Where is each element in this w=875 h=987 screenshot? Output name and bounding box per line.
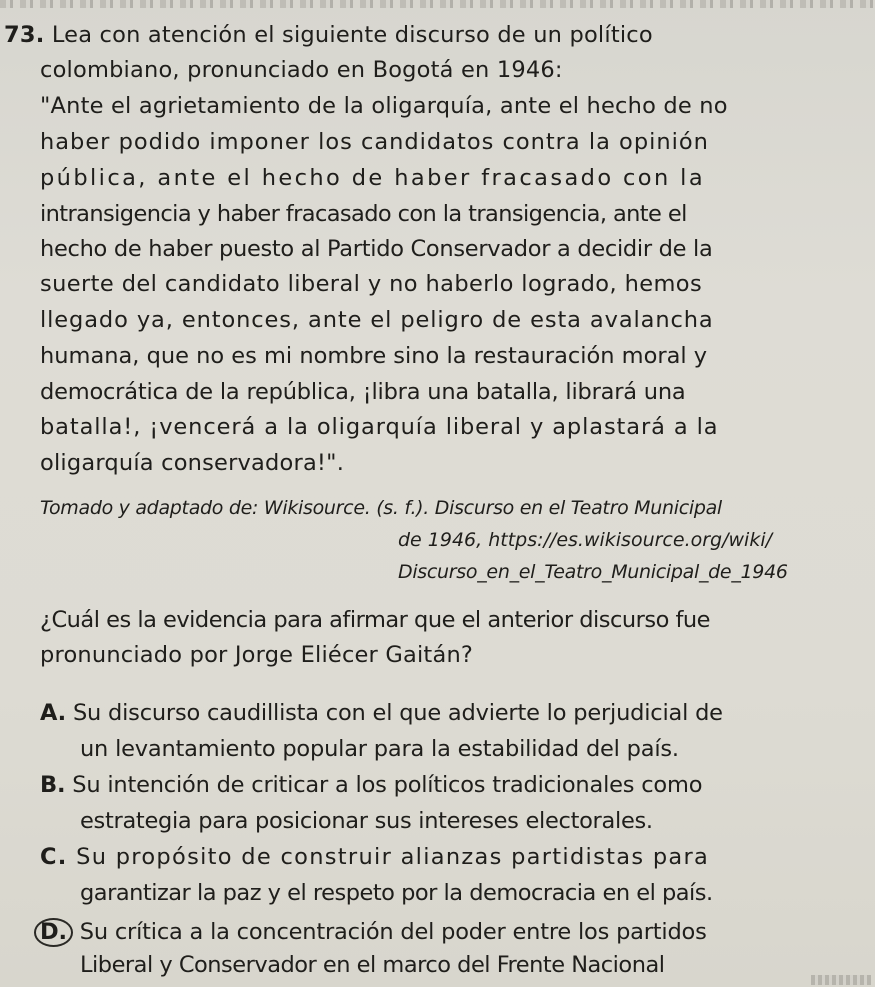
scan-bottom-mark xyxy=(811,975,871,985)
option-letter: C. xyxy=(40,844,68,870)
option-c-continuation: garantizar la paz y el respeto por la democracia en el país. xyxy=(80,880,713,906)
quote-line: suerte del candidato liberal y no haberlo logrado, hemos xyxy=(40,271,703,297)
quote-line: haber podido imponer los candidatos contra la opinión xyxy=(40,129,709,155)
option-c[interactable] xyxy=(40,846,709,869)
option-d-continuation: Liberal y Conservador en el marco del Frente Nacional xyxy=(80,952,665,978)
quote-line: oligarquía conservadora!". xyxy=(40,450,345,476)
source-citation-line: Tomado y adaptado de: Wikisource. (s. f.). Discurso en el Teatro Municipal xyxy=(40,497,722,519)
quote-line: democrática de la república, ¡libra una batalla, librará una xyxy=(40,379,686,405)
source-citation-line: Discurso_en_el_Teatro_Municipal_de_1946 xyxy=(398,561,788,583)
source-citation-line: de 1946, https://es.wikisource.org/wiki/ xyxy=(398,529,773,551)
option-b-continuation: estrategia para posicionar sus intereses electorales. xyxy=(80,808,653,834)
scan-top-edge xyxy=(0,0,875,8)
option-text: Su propósito de construir alianzas partidistas para xyxy=(76,844,710,870)
option-text: Su crítica a la concentración del poder entre los partidos xyxy=(79,919,707,945)
option-letter: A. xyxy=(40,700,66,726)
quote-line: intransigencia y haber fracasado con la transigencia, ante el xyxy=(40,201,687,227)
quote-line: pública, ante el hecho de haber fracasado con la xyxy=(40,165,706,191)
question-intro-line-1 xyxy=(4,24,798,47)
question-intro-line-2: colombiano, pronunciado en Bogotá en 1946: xyxy=(40,57,563,83)
option-a-continuation: un levantamiento popular para la estabilidad del país. xyxy=(80,736,679,762)
quote-line: llegado ya, entonces, ante el peligro de esta avalancha xyxy=(40,307,714,333)
quote-line: humana, que no es mi nombre sino la restauración moral y xyxy=(40,343,708,369)
quote-line: batalla!, ¡vencerá a la oligarquía liberal y aplastará a la xyxy=(40,414,719,440)
question-prompt-line: pronunciado por Jorge Eliécer Gaitán? xyxy=(40,642,474,668)
question-number: 73. xyxy=(4,22,45,48)
option-letter-circled: D. xyxy=(34,918,73,947)
intro-text-1: Lea con atención el siguiente discurso de un político xyxy=(51,22,653,48)
option-letter: B. xyxy=(40,772,66,798)
option-d[interactable] xyxy=(40,918,707,947)
option-text: Su intención de criticar a los políticos tradicionales como xyxy=(72,772,703,798)
quote-line: hecho de haber puesto al Partido Conservador a decidir de la xyxy=(40,236,713,262)
question-prompt-line: ¿Cuál es la evidencia para afirmar que el anterior discurso fue xyxy=(40,607,711,633)
option-text: Su discurso caudillista con el que advierte lo perjudicial de xyxy=(72,700,723,726)
option-b[interactable] xyxy=(40,774,702,797)
option-a[interactable] xyxy=(40,702,723,725)
quote-line: "Ante el agrietamiento de la oligarquía, ante el hecho de no xyxy=(40,93,728,119)
